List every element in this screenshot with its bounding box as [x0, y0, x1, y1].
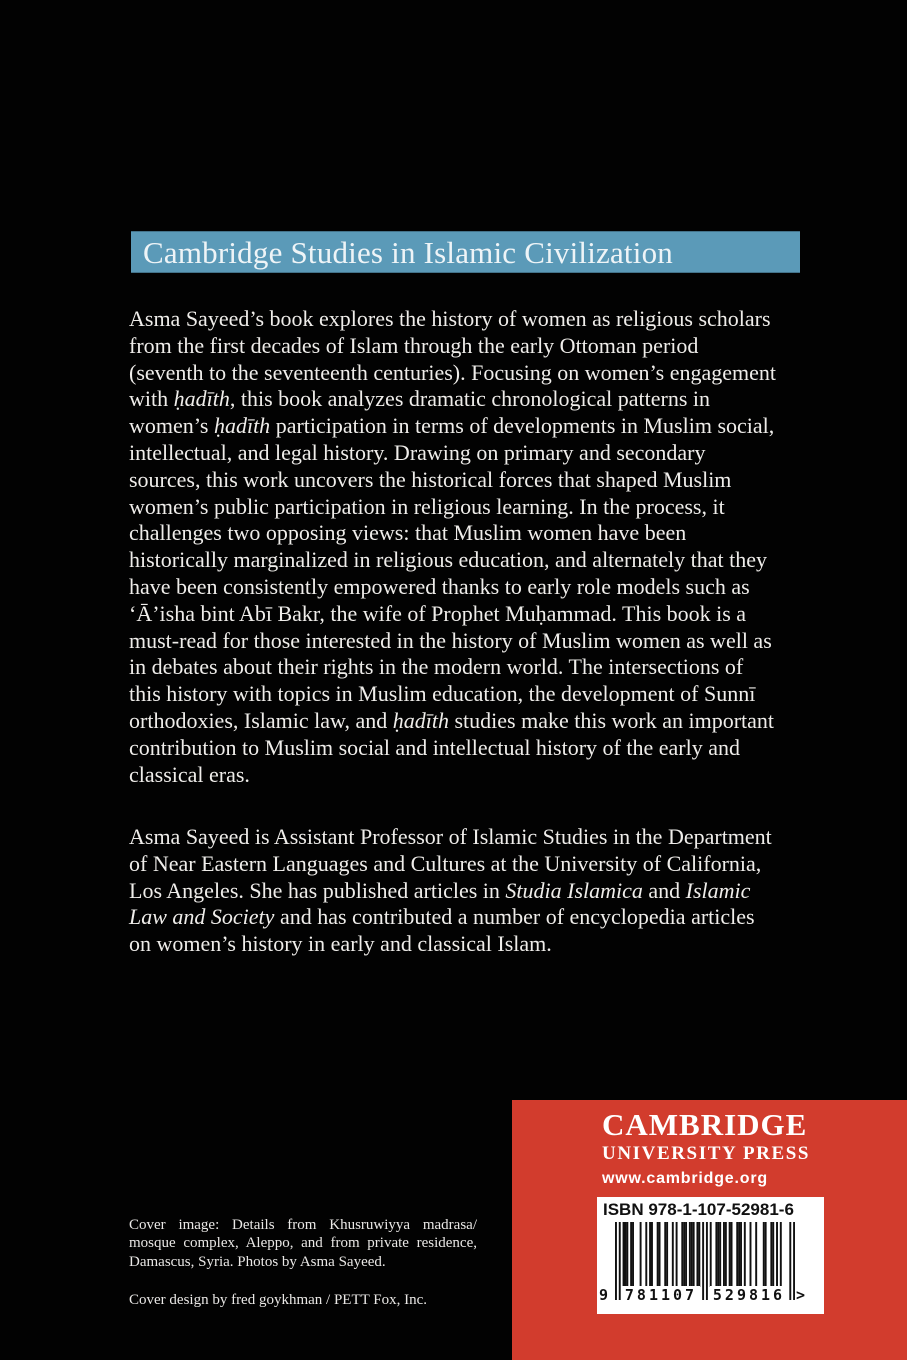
barcode-trailing-char: >: [796, 1286, 806, 1304]
barcode-panel: [597, 1197, 824, 1314]
publisher-subname: UNIVERSITY PRESS: [602, 1143, 811, 1164]
cover-image-credit-line: Damascus, Syria. Photos by Asma Sayeed.: [129, 1253, 386, 1270]
cover-image-credit-line: Cover image: Details from Khusruwiyya madrasa/: [129, 1217, 477, 1233]
publisher-logo: [602, 1109, 810, 1187]
publisher-panel: [512, 1100, 907, 1360]
barcode-digits: [597, 1286, 824, 1310]
publisher-name: CAMBRIDGE: [602, 1107, 808, 1142]
publisher-website: www.cambridge.org: [602, 1170, 768, 1187]
barcode-digit-group2: 529816: [710, 1286, 788, 1304]
cover-image-credit-line: mosque complex, Aleppo, and from private residence,: [129, 1235, 477, 1252]
barcode-digit-group1: 781107: [622, 1286, 700, 1304]
series-banner: [131, 231, 800, 273]
cover-image-credit: [129, 1216, 477, 1271]
isbn-label: ISBN 978-1-107-52981-6: [603, 1200, 794, 1219]
series-title: Cambridge Studies in Islamic Civilization: [143, 234, 673, 270]
author-bio: Asma Sayeed is Assistant Professor of Islamic Studies in the Department of Near Eastern Languages and Cultures at the University of California, Los Angeles. She has published articles in Studia Islamica and Islamic Law and Society and has contributed a number of encyclopedia articles on women’s history in early and classical Islam.: [129, 824, 772, 957]
book-description: Asma Sayeed’s book explores the history of women as religious scholars from the first decades of Islam through the early Ottoman period (seventh to the seventeenth centuries). Focusing on women’s engagement with ḥadīth, this book analyzes dramatic chronological patterns in women’s ḥadīth participation in terms of developments in Muslim social, intellectual, and legal history. Drawing on primary and secondary sources, this work uncovers the historical forces that shaped Muslim women’s public participation in religious learning. In the process, it challenges two opposing views: that Muslim women have been historically marginalized in religious education, and alternately that they have been consistently empowered thanks to early role models such as ‘Ā’isha bint Abī Bakr, the wife of Prophet Muḥammad. This book is a must-read for those interested in the history of Muslim women as well as in debates about their rights in the modern world. The intersections of this history with topics in Muslim education, the development of Sunnī orthodoxies, Islamic law, and ḥadīth studies make this work an important contribution to Muslim social and intellectual history of the early and classical eras.: [129, 306, 776, 787]
cover-design-credit: Cover design by fred goykhman / PETT Fox, Inc.: [129, 1292, 428, 1308]
barcode-digit-lead: 9: [599, 1286, 609, 1304]
